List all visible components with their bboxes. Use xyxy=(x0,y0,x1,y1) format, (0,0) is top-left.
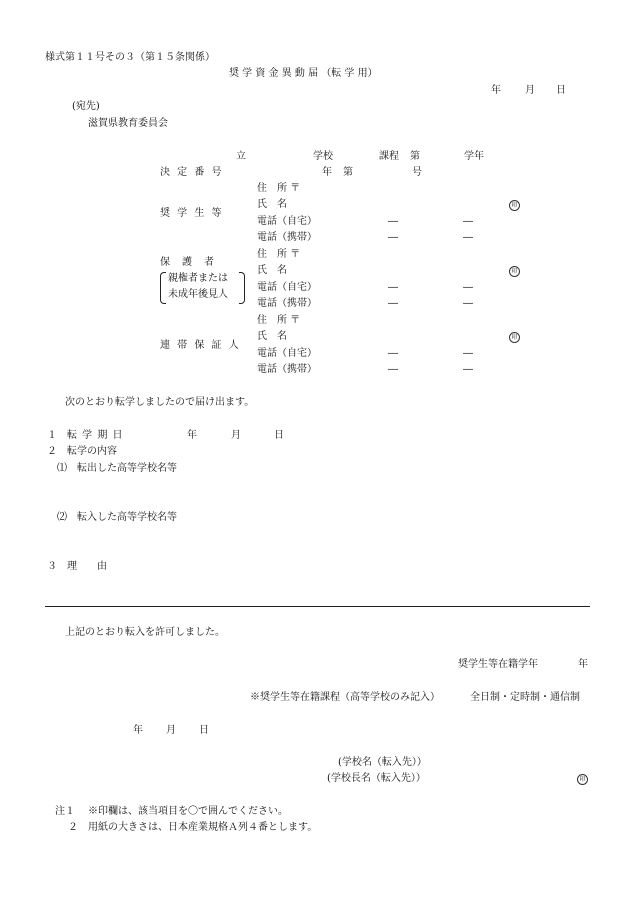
applicant-address: 住 所 〒 xyxy=(257,183,301,194)
dash: ― xyxy=(388,298,398,309)
approval-month: 月 xyxy=(166,725,176,736)
item2: ２ 転学の内容 xyxy=(47,446,117,457)
approval-day: 日 xyxy=(199,725,209,736)
decision-dai: 第 xyxy=(343,167,353,178)
approval-statement: 上記のとおり転入を許可しました。 xyxy=(65,627,225,638)
guarantor-tel-mobile: 電話（携帯） xyxy=(257,364,317,375)
dash: ― xyxy=(388,348,398,359)
guardian-tel-home: 電話（自宅） xyxy=(257,282,317,293)
guarantor-address: 住 所 〒 xyxy=(257,315,301,326)
dash: ― xyxy=(463,216,473,227)
guardian-label: 保 護 者 xyxy=(160,257,215,268)
school-dai: 第 xyxy=(410,151,420,162)
form-id: 様式第１１号その３（第１５条関係） xyxy=(45,52,215,63)
guardian-tel-mobile: 電話（携帯） xyxy=(257,298,317,309)
decision-go: 号 xyxy=(412,167,422,178)
dash: ― xyxy=(463,364,473,375)
approval-year: 年 xyxy=(133,725,143,736)
date-day: 日 xyxy=(556,85,566,96)
school-gakko: 学校 xyxy=(313,151,333,162)
dash: ― xyxy=(388,282,398,293)
principal-name-label: (学校長名（転入先）） xyxy=(327,773,426,784)
guardian-seal-icon: 印 xyxy=(509,266,520,277)
item2-1: ⑴ 転出した高等学校名等 xyxy=(57,463,177,474)
date-year: 年 xyxy=(491,85,501,96)
decision-label: 決 定 番 号 xyxy=(160,167,224,178)
guardian-name: 氏 名 xyxy=(257,265,287,276)
applicant-tel-mobile: 電話（携帯） xyxy=(257,232,317,243)
dash: ― xyxy=(388,364,398,375)
guarantor-label: 連 帯 保 証 人 xyxy=(160,340,241,351)
form-title: 奨 学 資 金 異 動 届 （転 学 用） xyxy=(229,68,378,79)
guarantor-tel-home: 電話（自宅） xyxy=(257,348,317,359)
guardian-note-2: 未成年後見人 xyxy=(168,289,228,300)
dash: ― xyxy=(388,216,398,227)
note1-label: 注１ xyxy=(55,806,75,817)
item1-label: 転 学 期 日 xyxy=(67,430,124,441)
dash: ― xyxy=(463,232,473,243)
guardian-bracket-left xyxy=(160,272,166,304)
dash: ― xyxy=(463,298,473,309)
applicant-name: 氏 名 xyxy=(257,199,287,210)
separator-line xyxy=(45,606,590,607)
note2: 用紙の大きさは、日本産業規格Ａ列４番とします。 xyxy=(88,822,318,833)
school-gakunen: 学年 xyxy=(464,151,484,162)
addressee-label: (宛先) xyxy=(72,101,100,112)
grade-unit: 年 xyxy=(578,659,588,670)
school-name-label: (学校名（転入先）） xyxy=(338,757,427,768)
guardian-bracket-right xyxy=(239,272,245,304)
note1: ※印欄は、該当項目を〇で囲んでください。 xyxy=(88,806,288,817)
item2-2: ⑵ 転入した高等学校名等 xyxy=(57,512,177,523)
guarantor-name: 氏 名 xyxy=(257,331,287,342)
guardian-address: 住 所 〒 xyxy=(257,249,301,260)
item3-num: ３ xyxy=(47,561,57,572)
grade-label: 奨学生等在籍学年 xyxy=(458,659,538,670)
item1-month: 月 xyxy=(231,430,241,441)
item1-year: 年 xyxy=(187,430,197,441)
applicant-label: 奨 学 生 等 xyxy=(160,208,224,219)
guardian-note-1: 親権者または xyxy=(168,273,228,284)
item1-day: 日 xyxy=(274,430,284,441)
addressee-name: 滋賀県教育委員会 xyxy=(88,118,168,129)
applicant-seal-icon: 印 xyxy=(509,200,520,211)
note2-label: ２ xyxy=(68,822,78,833)
applicant-tel-home: 電話（自宅） xyxy=(257,216,317,227)
item3-label: 理 由 xyxy=(67,561,107,572)
dash: ― xyxy=(463,282,473,293)
date-month: 月 xyxy=(525,85,535,96)
course-options: 全日制・定時制・通信制 xyxy=(470,692,580,703)
dash: ― xyxy=(463,348,473,359)
guarantor-seal-icon: 印 xyxy=(509,332,520,343)
item1-num: １ xyxy=(47,430,57,441)
dash: ― xyxy=(388,232,398,243)
school-katei: 課程 xyxy=(379,151,399,162)
school-ritsu: 立 xyxy=(236,151,246,162)
statement: 次のとおり転学しましたので届け出ます。 xyxy=(65,397,255,408)
course-label: ※奨学生等在籍課程（高等学校のみ記入） xyxy=(250,692,440,703)
decision-nen: 年 xyxy=(322,167,332,178)
principal-seal-icon: 印 xyxy=(577,774,588,785)
